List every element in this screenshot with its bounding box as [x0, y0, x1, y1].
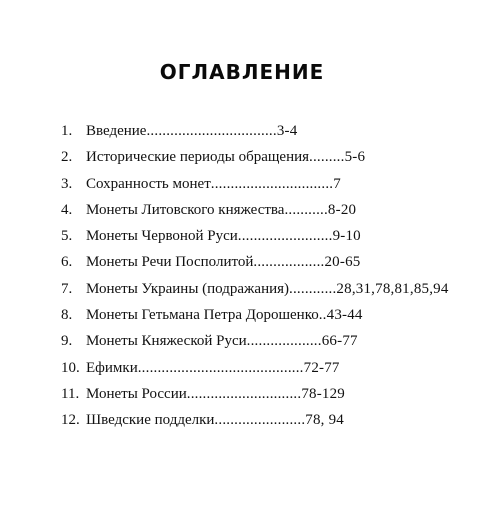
toc-leader-dots: ............................. [186, 385, 302, 402]
toc-entry [61, 306, 471, 332]
toc-entry [61, 253, 471, 279]
toc-entry-title: Сохранность монет [86, 175, 211, 192]
toc-entry-title: Монеты Речи Посполитой [86, 254, 254, 271]
toc-entry-line [86, 148, 365, 166]
toc-leader-dots: ................... [246, 333, 322, 350]
toc-leader-dots: .. [318, 307, 327, 324]
toc-entry-number: 3. [61, 175, 73, 192]
toc-entry-line [86, 175, 341, 193]
toc-entry [61, 385, 471, 411]
toc-entry [61, 122, 471, 148]
toc-leader-dots: ............................... [210, 175, 334, 192]
toc-entry-line [86, 227, 361, 245]
toc-entry-pages: 8-20 [327, 201, 357, 218]
toc-entry [61, 227, 471, 253]
toc-entry-number: 7. [61, 280, 73, 297]
toc-entry-line [86, 280, 449, 298]
toc-entry-pages: 28,31,78,81,85,94 [336, 280, 449, 297]
toc-entry [61, 359, 471, 385]
toc-leader-dots: .......................................... [137, 359, 304, 376]
toc-entry-line [86, 359, 340, 377]
toc-entry-number: 4. [61, 201, 73, 218]
toc-leader-dots: .................. [253, 254, 325, 271]
toc-entry-line [86, 201, 356, 219]
toc-entry-pages: 66-77 [321, 333, 358, 350]
toc-leader-dots: ................................. [146, 123, 277, 139]
toc-entry-pages: 78-129 [301, 385, 346, 402]
toc-entry-pages: 9-10 [332, 228, 361, 245]
toc-entry-pages: 72-77 [303, 359, 340, 376]
toc-entry-title: Монеты Гетьмана Петра Дорошенко [86, 307, 319, 324]
toc-entry-title: Монеты России [86, 385, 187, 402]
toc-entry-pages: 7 [333, 175, 341, 192]
toc-entry-pages: 3-4 [276, 123, 298, 139]
toc-leader-dots: ............ [289, 280, 337, 297]
toc-entry-number: 12. [61, 412, 80, 429]
toc-entry-line [86, 122, 297, 140]
toc-entry-pages: 78, 94 [305, 412, 344, 429]
toc-entry-title: Шведские подделки [86, 412, 215, 429]
toc-entry [61, 332, 471, 358]
toc-entry-line [86, 332, 358, 350]
toc-entry-line [86, 385, 345, 403]
toc-entry [61, 201, 471, 227]
toc-entry-line [86, 411, 344, 429]
toc-leader-dots: ....................... [214, 412, 306, 429]
toc-entry-title: Монеты Червоной Руси [86, 228, 238, 245]
toc-entry [61, 148, 471, 174]
toc-entry-number: 9. [61, 333, 73, 350]
toc-entry [61, 175, 471, 201]
toc-entry-pages: 5-6 [344, 149, 366, 166]
toc-leader-dots: ........... [284, 201, 328, 218]
toc-entry [61, 411, 471, 437]
toc-entry-number: 8. [61, 307, 73, 324]
toc-entry-line [86, 253, 360, 271]
toc-entry-pages: 20-65 [324, 254, 361, 271]
toc-entry-title: Ефимки [86, 359, 138, 376]
toc-entry-title: Монеты Украины (подражания) [86, 280, 290, 297]
toc-leader-dots: ......... [309, 149, 345, 166]
toc-entry-pages: 43-44 [326, 307, 363, 324]
toc-entry-title: Монеты Княжеской Руси [86, 333, 247, 350]
toc-entry-number: 10. [61, 359, 80, 376]
page-title: ОГЛАВЛЕНИЕ [159, 60, 325, 84]
toc-entry-number: 2. [61, 149, 73, 166]
toc-entry-number: 6. [61, 254, 73, 271]
toc-entry-number: 11. [61, 385, 80, 402]
toc-entry-number: 5. [61, 228, 73, 245]
toc-entry-title: Монеты Литовского княжества [86, 201, 285, 218]
toc-entry-title: Введение [86, 123, 147, 139]
toc-leader-dots: ........................ [237, 228, 333, 245]
table-of-contents [61, 122, 471, 438]
toc-entry [61, 280, 471, 306]
toc-entry-number: 1. [61, 123, 73, 139]
toc-entry-title: Исторические периоды обращения [86, 149, 310, 166]
toc-entry-line [86, 306, 363, 324]
